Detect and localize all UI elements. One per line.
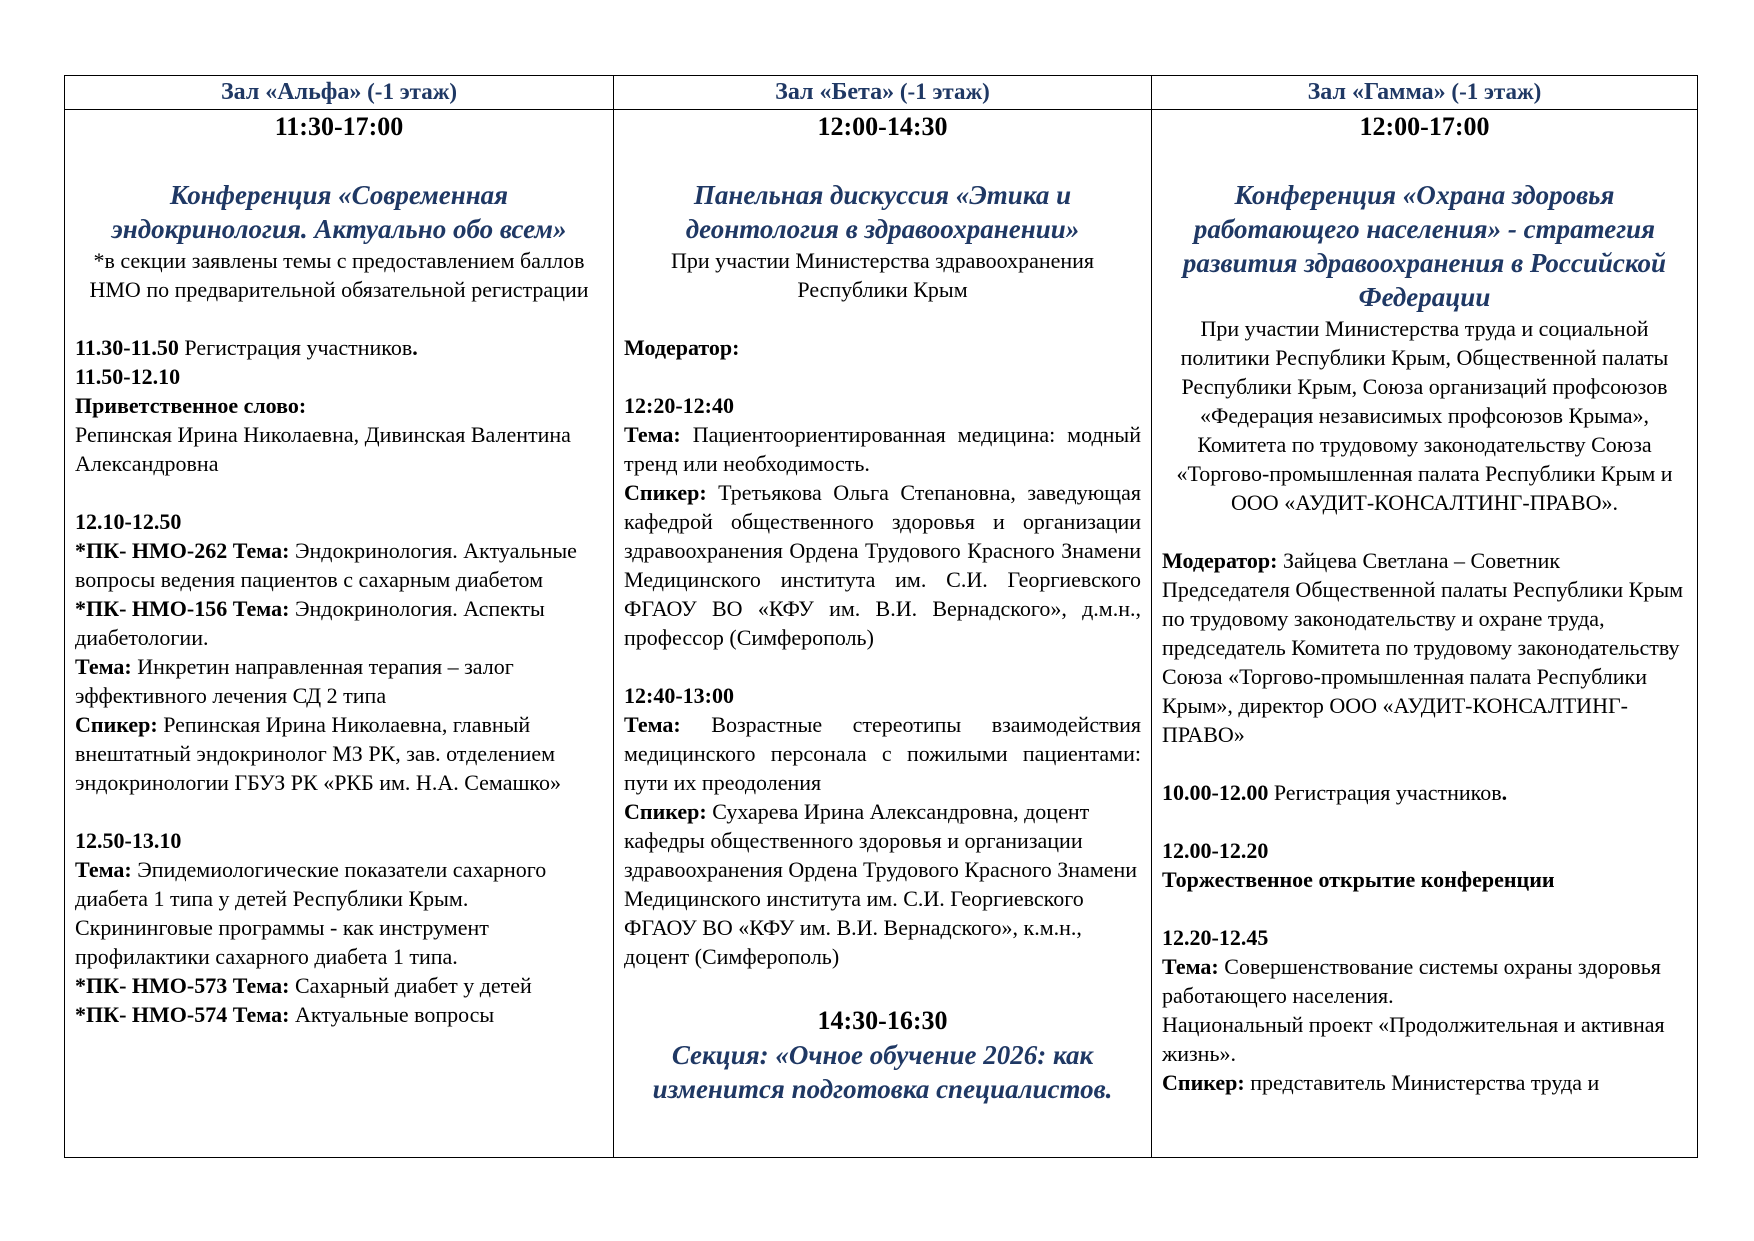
alpha-s2-topic2: *ПК- НМО-156 Тема: Эндокринология. Аспекты диабетологии. [75, 596, 545, 650]
beta-column [614, 110, 1152, 1158]
gamma-time: 12:00-17:00 [1359, 112, 1490, 141]
alpha-time: 11:30-17:00 [274, 112, 404, 141]
beta-time2: 14:30-16:30 [817, 1006, 948, 1035]
gamma-title: Конференция «Охрана здоровья работающего населения» - стратегия развития здравоохранения в Российской Федерации [1182, 180, 1667, 312]
beta-with: При участии Министерства здравоохранения Республики Крым [670, 248, 1095, 302]
hall-header-gamma: Зал «Гамма» (-1 этаж) [1152, 76, 1698, 110]
alpha-s2-topic1: *ПК- НМО-262 Тема: Эндокринология. Актуальные вопросы ведения пациентов с сахарным диабетом [75, 538, 577, 592]
alpha-s1-text: Репинская Ирина Николаевна, Дивинская Валентина Александровна [75, 422, 571, 476]
gamma-column [1152, 110, 1698, 1158]
hall-header-alpha: Зал «Альфа» (-1 этаж) [65, 76, 614, 110]
alpha-column [65, 110, 614, 1158]
beta-moderator: Модератор: [624, 335, 740, 360]
beta-t2-speaker: Спикер: Сухарева Ирина Александровна, доцент кафедры общественного здоровья и организации здравоохранения Ордена Трудового Красного Знамени Медицинского института им. С.И. Георгиевского ФГАОУ ВО «КФУ им. В.И. Вернадского», к.м.н., доцент (Симферополь) [624, 799, 1138, 969]
hall-header-beta: Зал «Бета» (-1 этаж) [614, 76, 1152, 110]
beta-t1-topic: Тема: Пациентоориентированная медицина: модный тренд или необходимость. [624, 422, 1141, 476]
alpha-s1-label: Приветственное слово: [75, 393, 307, 418]
gamma-moderator: Модератор: Зайцева Светлана – Советник Председателя Общественной палаты Республики Крым по трудовому законодательству и охране труда, председатель Комитета по трудовому законодательству Союза «Торгово-промышленная палата Республики Крым», директор ООО «АУДИТ-КОНСАЛТИНГ-ПРАВО» [1162, 548, 1684, 747]
alpha-title: Конференция «Современная эндокринология. Актуально обо всем» [111, 180, 567, 244]
gamma-with: При участии Министерства труда и социальной политики Республики Крым, Общественной палаты Республики Крым, Союза организаций профсоюзов «Федерация независимых профсоюзов Крыма», Комитета по трудовому законодательству Союза «Торгово-промышленная палата Республики Крым и ООО «АУДИТ-КОНСАЛТИНГ-ПРАВО». [1176, 316, 1673, 515]
beta-t1-time: 12:20-12:40 [624, 393, 734, 418]
alpha-s2-time: 12.10-12.50 [75, 509, 182, 534]
beta-title: Панельная дискуссия «Этика и деонтология в здравоохранении» [685, 180, 1080, 244]
alpha-s2-topic3: Тема: Инкретин направленная терапия – залог эффективного лечения СД 2 типа [75, 654, 514, 708]
alpha-s3-topic1: *ПК- НМО-573 Тема: Сахарный диабет у детей [75, 973, 532, 998]
header-row [65, 76, 1698, 110]
alpha-s3-topic: Тема: Эпидемиологические показатели сахарного диабета 1 типа у детей Республики Крым. Скрининговые программы - как инструмент профилактики сахарного диабета 1 типа. [75, 857, 547, 969]
beta-t2-topic: Тема: Возрастные стереотипы взаимодействия медицинского персонала с пожилыми пациентами: пути их преодоления [624, 712, 1141, 795]
gamma-open-time: 12.00-12.20 [1162, 838, 1269, 863]
alpha-note: *в секции заявлены темы с предоставлением баллов НМО по предварительной обязательной регистрации [89, 248, 589, 302]
gamma-t1-speaker: Спикер: представитель Министерства труда и [1162, 1070, 1600, 1095]
alpha-registration: 11.30-11.50 Регистрация участников. [75, 335, 418, 360]
alpha-s3-topic2: *ПК- НМО-574 Тема: Актуальные вопросы [75, 1002, 495, 1027]
gamma-t1-time: 12.20-12.45 [1162, 925, 1269, 950]
beta-time: 12:00-14:30 [817, 112, 948, 141]
alpha-s2-speaker: Спикер: Репинская Ирина Николаевна, главный внештатный эндокринолог МЗ РК, зав. отделением эндокринологии ГБУЗ РК «РКБ им. Н.А. Семашко» [75, 712, 561, 795]
content-row [65, 110, 1698, 1158]
beta-t2-time: 12:40-13:00 [624, 683, 734, 708]
alpha-s1-time: 11.50-12.10 [75, 364, 181, 389]
schedule-table [64, 75, 1698, 1158]
beta-title2: Секция: «Очное обучение 2026: как изменится подготовка специалистов. [652, 1040, 1113, 1104]
gamma-t1-topic2: Национальный проект «Продолжительная и активная жизнь». [1162, 1012, 1665, 1066]
beta-t1-speaker: Спикер: Третьякова Ольга Степановна, заведующая кафедрой общественного здоровья и организации здравоохранения Ордена Трудового Красного Знамени Медицинского института им. С.И. Георгиевского ФГАОУ ВО «КФУ им. В.И. Вернадского», д.м.н., профессор (Симферополь) [624, 480, 1141, 650]
gamma-registration: 10.00-12.00 Регистрация участников. [1162, 780, 1508, 805]
gamma-open-text: Торжественное открытие конференции [1162, 867, 1555, 892]
alpha-s3-time: 12.50-13.10 [75, 828, 182, 853]
gamma-t1-topic: Тема: Совершенствование системы охраны здоровья работающего населения. [1162, 954, 1661, 1008]
